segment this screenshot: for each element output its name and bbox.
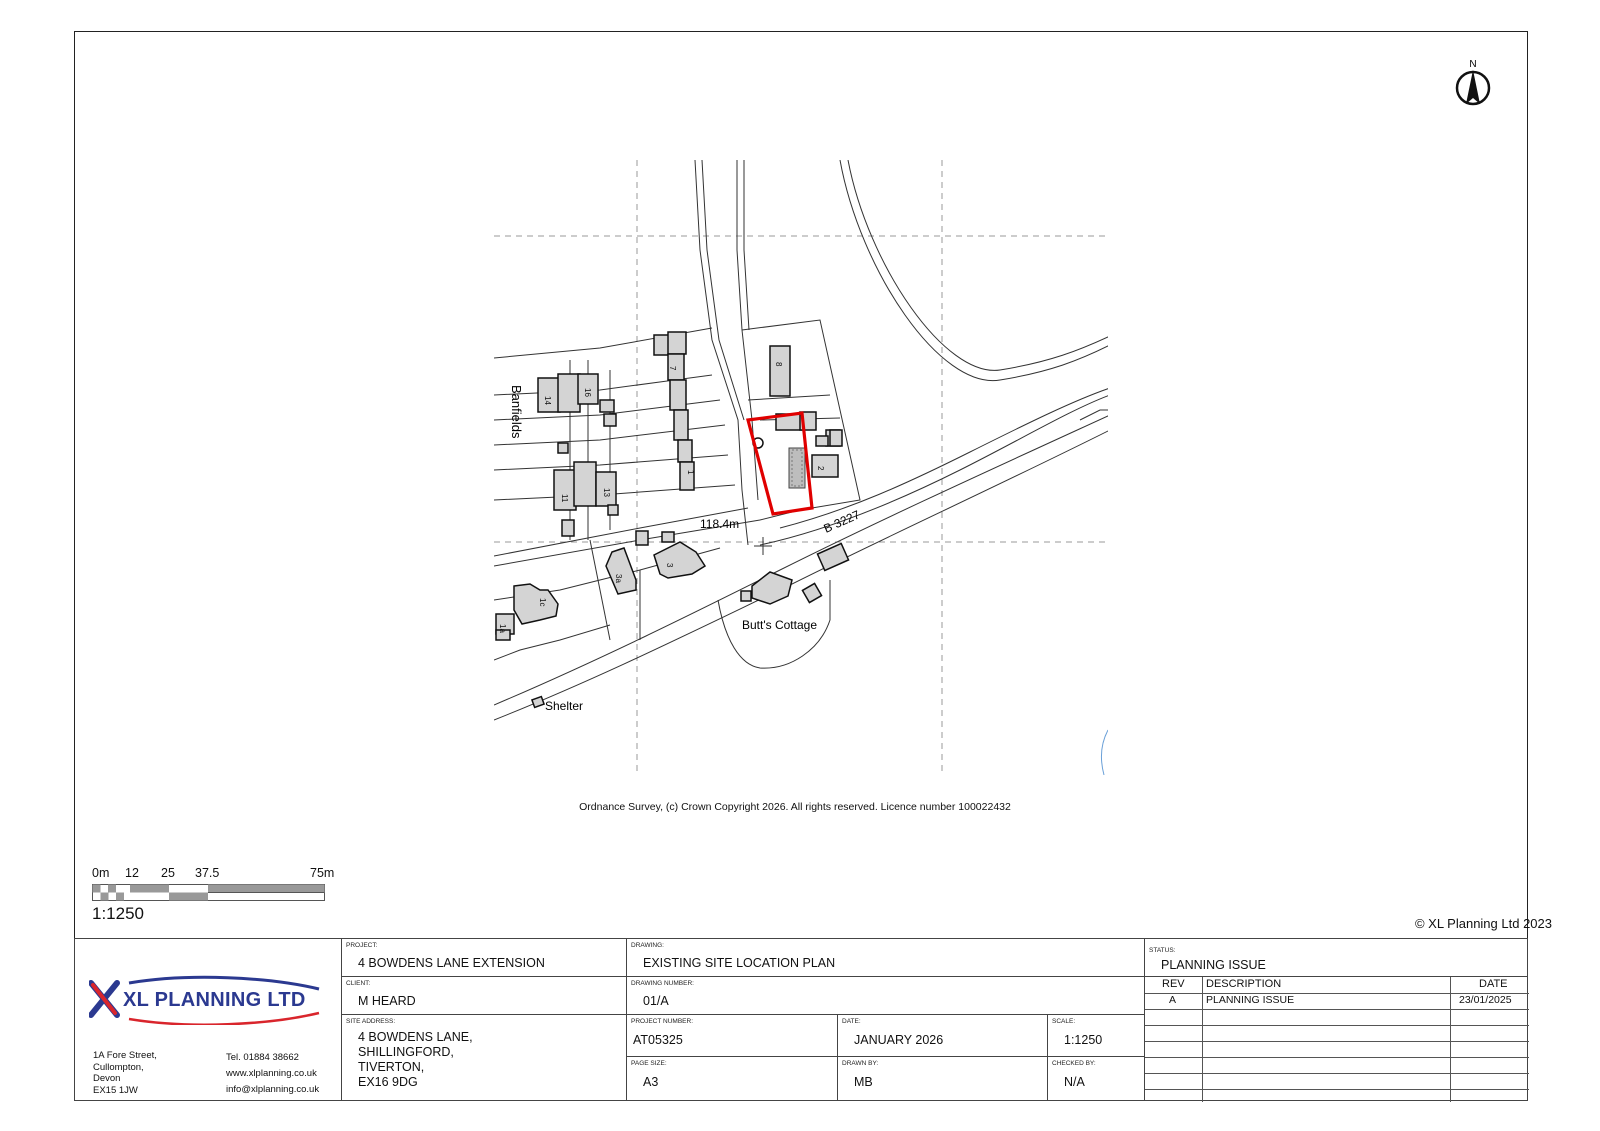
scale-tick-label: 12: [125, 866, 139, 880]
project-name: 4 BOWDENS LANE EXTENSION: [358, 956, 545, 970]
os-copyright-notice: Ordnance Survey, (c) Crown Copyright 2026. All rights reserved. Licence number 100022432: [579, 801, 1011, 813]
company-name: XL PLANNING LTD: [123, 989, 306, 1011]
status-value: PLANNING ISSUE: [1161, 958, 1266, 972]
north-arrow-icon: [1457, 59, 1489, 104]
benchmark-cross: [754, 537, 772, 555]
lane-left-edge-2: [702, 160, 744, 420]
house-number: 3a: [614, 574, 623, 583]
project-number-cell: PROJECT NUMBER: AT05325: [626, 1014, 838, 1057]
house-number: 2: [816, 466, 825, 471]
revision-row: A PLANNING ISSUE 23/01/2025: [1145, 993, 1529, 1010]
scale-tick-label: 0m: [92, 866, 110, 880]
page-size-cell: PAGE SIZE: A3: [626, 1056, 838, 1101]
map-label-road: B 3227: [821, 507, 862, 536]
house-number: 14: [543, 396, 552, 405]
logo-cell: [74, 938, 342, 1101]
curved-road-inner: [848, 160, 1110, 370]
scale-tick-label: 75m: [310, 866, 335, 880]
company-address: 1A Fore Street, Cullompton, Devon EX15 1JW: [93, 1050, 157, 1096]
scale-tick-label: 25: [161, 866, 175, 880]
project-cell: PROJECT: 4 BOWDENS LANE EXTENSION: [341, 938, 627, 977]
scale-tick-label: 37.5: [195, 866, 220, 880]
house-number: 1c: [538, 598, 547, 607]
map-label-shelter: Shelter: [545, 699, 584, 713]
scale-ratio: 1:1250: [92, 904, 144, 923]
site-address-cell: SITE ADDRESS: 4 BOWDENS LANE, SHILLINGFORD, TIVERTON, EX16 9DG: [341, 1014, 627, 1101]
drawing-title: EXISTING SITE LOCATION PLAN: [643, 956, 836, 970]
page-size: A3: [643, 1075, 659, 1089]
house-number: 16: [583, 388, 592, 397]
house-number: 7: [668, 366, 677, 371]
drawing-number: 01/A: [643, 994, 669, 1008]
lane-right-edge-2: [744, 160, 749, 330]
site-address: 4 BOWDENS LANE, SHILLINGFORD, TIVERTON, EX16 9DG: [358, 1030, 473, 1089]
title-block: [74, 938, 1528, 1101]
scale-value: 1:1250: [1064, 1033, 1103, 1047]
checked-by-cell: CHECKED BY: N/A: [1047, 1056, 1145, 1101]
client-name: M HEARD: [358, 994, 416, 1008]
map-label-banfields: Banfields: [509, 385, 524, 439]
map-label-spot-height: 118.4m: [700, 517, 740, 531]
house-number: 1a: [498, 624, 507, 633]
company-contact: [226, 1050, 319, 1098]
checked-by: N/A: [1064, 1075, 1085, 1089]
status-cell: STATUS: PLANNING ISSUE: [1144, 938, 1528, 977]
client-cell: CLIENT: M HEARD: [341, 976, 627, 1015]
map-label-butts-cottage: Butt's Cottage: [742, 618, 817, 632]
house-number: 8: [774, 362, 783, 367]
house-number: 11: [560, 494, 569, 503]
house-number: 3: [665, 563, 674, 568]
xl-copyright: © XL Planning Ltd 2023: [1414, 916, 1552, 931]
house-number: 13: [602, 488, 611, 497]
company-email[interactable]: info@xlplanning.co.uk: [226, 1084, 320, 1095]
north-label: N: [1469, 59, 1477, 70]
curved-road-outer: [840, 160, 1110, 381]
project-number: AT05325: [633, 1033, 683, 1047]
company-tel: Tel. 01884 38662: [226, 1052, 299, 1063]
scale-bar-graphic: [92, 884, 326, 902]
drawn-by-cell: DRAWN BY: MB: [837, 1056, 1048, 1101]
date-value: JANUARY 2026: [854, 1033, 944, 1047]
drawn-by: MB: [854, 1075, 873, 1089]
building-footprints: [496, 332, 849, 707]
drawing-number-cell: DRAWING NUMBER: 01/A: [626, 976, 1145, 1015]
drawing-cell: DRAWING: EXISTING SITE LOCATION PLAN: [626, 938, 1145, 977]
revisions-table: [1144, 976, 1528, 1101]
revisions-header: REV DESCRIPTION DATE: [1145, 977, 1529, 994]
scale-cell: SCALE: 1:1250: [1047, 1014, 1145, 1057]
date-cell: DATE: JANUARY 2026: [837, 1014, 1048, 1057]
house-number: 1: [686, 470, 695, 475]
company-web[interactable]: www.xlplanning.co.uk: [226, 1068, 317, 1079]
